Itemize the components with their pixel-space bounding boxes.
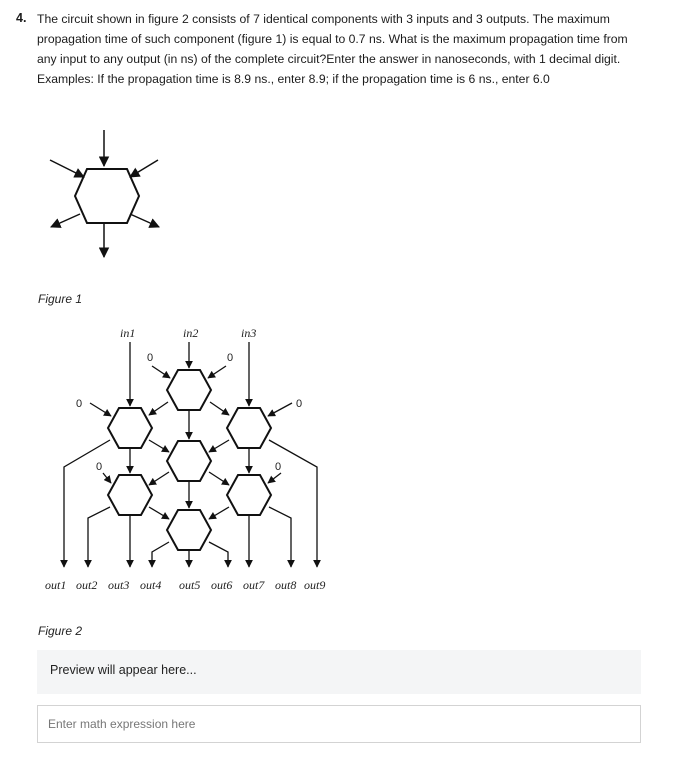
input-arrow-right <box>130 160 158 177</box>
component-right-lower <box>227 475 271 515</box>
figure-1-diagram <box>0 0 688 300</box>
component-center <box>167 441 211 481</box>
figure-1-caption: Figure 1 <box>38 292 83 306</box>
question-number: 4. <box>16 11 27 25</box>
output-label-out7: out7 <box>243 578 265 592</box>
component-top <box>167 370 211 410</box>
zero-label: 0 <box>227 352 234 364</box>
input-label-in3: in3 <box>241 326 257 340</box>
figure-2-caption: Figure 2 <box>38 624 83 638</box>
zero-label: 0 <box>76 398 83 410</box>
math-expression-input[interactable] <box>37 705 641 743</box>
output-label-out6: out6 <box>211 578 233 592</box>
output-label-out3: out3 <box>108 578 130 592</box>
output-label-out1: out1 <box>45 578 67 592</box>
answer-preview-text: Preview will appear here... <box>50 663 197 677</box>
component-hexagon <box>75 169 139 223</box>
output-label-out8: out8 <box>275 578 297 592</box>
zero-label: 0 <box>96 461 103 473</box>
input-label-in1: in1 <box>120 326 136 340</box>
component-left-upper <box>108 408 152 448</box>
question-text: The circuit shown in figure 2 consists of 7 identical components with 3 inputs and 3 outputs. The maximum propagation time of such component (figure 1) is equal to 0.7 ns. What is the maximum propagation time from any input to any output (in ns) of the complete circuit?Enter the answer in nanoseconds, with 1 decimal digit. Examples: If the propagation time is 8.9 ns., enter 8.9; if the propagation time is 6 ns., enter 6.0 <box>37 12 628 86</box>
component-left-lower <box>108 475 152 515</box>
component-right-upper <box>227 408 271 448</box>
output-arrow-right <box>130 214 159 227</box>
component-bottom <box>167 510 211 550</box>
input-label-in2: in2 <box>183 326 199 340</box>
output-arrow-left <box>51 214 80 227</box>
output-label-out4: out4 <box>140 578 162 592</box>
output-label-out5: out5 <box>179 578 201 592</box>
output-label-out2: out2 <box>76 578 98 592</box>
zero-label: 0 <box>275 461 282 473</box>
figure-2-diagram <box>0 320 688 600</box>
input-arrow-left <box>50 160 84 177</box>
zero-label: 0 <box>296 398 303 410</box>
zero-label: 0 <box>147 352 154 364</box>
answer-preview <box>37 650 641 694</box>
output-label-out9: out9 <box>304 578 326 592</box>
